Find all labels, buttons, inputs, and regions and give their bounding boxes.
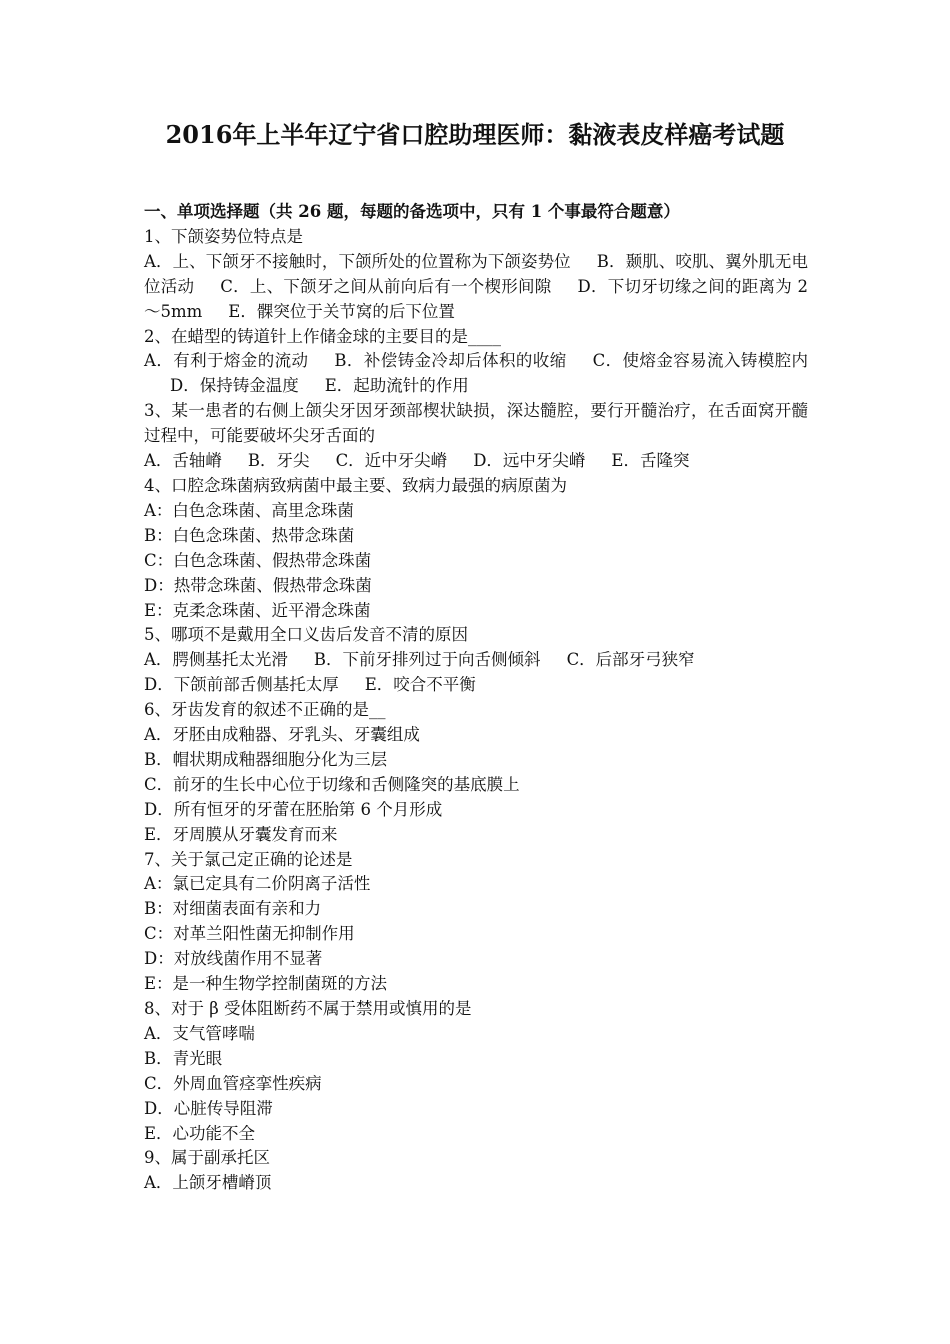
option: C．上、下颌牙之间从前向后有一个楔形间隙: [220, 276, 552, 296]
option: C．使熔金容易流入铸模腔内: [592, 351, 809, 371]
option: D．所有恒牙的牙蕾在胚胎第 6 个月形成: [144, 799, 443, 819]
option: E．心功能不全: [144, 1123, 256, 1143]
option: D：对放线菌作用不显著: [144, 949, 323, 969]
question-stem: 8、对于 β 受体阻断药不属于禁用或慎用的是: [144, 999, 472, 1018]
option: A：白色念珠菌、高里念珠菌: [144, 500, 354, 520]
option: B．补偿铸金冷却后体积的收缩: [334, 351, 567, 371]
option: A．支气管哮喘: [144, 1023, 255, 1043]
question-options: [144, 250, 808, 325]
option: B．下前牙排列过于向舌侧倾斜: [313, 650, 541, 670]
option: D：热带念珠菌、假热带念珠菌: [144, 575, 372, 595]
option: A．腭侧基托太光滑: [144, 650, 288, 670]
page-title: 2016年上半年辽宁省口腔助理医师：黏液表皮样癌考试题: [165, 120, 785, 149]
option: A．有利于熔金的流动: [144, 351, 309, 371]
option: C：对革兰阳性菌无抑制作用: [144, 924, 355, 944]
option: D．心脏传导阻滞: [144, 1098, 273, 1118]
question-stem: 9、属于副承托区: [144, 1148, 270, 1168]
section-heading: 一、单项选择题（共 26 题，每题的备选项中，只有 1 个事最符合题意）: [144, 202, 680, 221]
question-options: [144, 349, 808, 399]
option: C：白色念珠菌、假热带念珠菌: [144, 550, 372, 570]
option: D．远中牙尖嵴: [473, 451, 586, 471]
option: D．下切牙切缘之间的距离为 2～5mm: [144, 276, 808, 321]
option: B．牙尖: [247, 451, 310, 471]
question-list: [144, 200, 808, 1196]
question-stem: 4、口腔念珠菌病致病菌中最主要、致病力最强的病原菌为: [144, 475, 567, 495]
question-stem: 7、关于氯己定正确的论述是: [144, 849, 353, 869]
option: E．起助流针的作用: [324, 376, 469, 396]
option: A．牙胚由成釉器、牙乳头、牙囊组成: [144, 725, 420, 745]
option: C．外周血管痉挛性疾病: [144, 1073, 322, 1093]
option: A．上、下颌牙不接触时，下颌所处的位置称为下颌姿势位: [144, 251, 571, 271]
option: B．帽状期成釉器细胞分化为三层: [144, 749, 388, 769]
option: E．髁突位于关节窝的后下位置: [228, 301, 455, 321]
question-stem: 3、某一患者的右侧上颌尖牙因牙颈部楔状缺损，深达髓腔，要行开髓治疗，在舌面窝开髓过程中，可能要破坏尖牙舌面的: [144, 401, 808, 446]
option: E．牙周膜从牙囊发育而来: [144, 824, 338, 844]
question-stem: 6、牙齿发育的叙述不正确的是__: [144, 700, 386, 720]
option: A．上颌牙槽嵴顶: [144, 1173, 272, 1193]
option: E：是一种生物学控制菌斑的方法: [144, 974, 388, 994]
option: B．颞肌、咬肌、翼外肌无电位活动: [144, 251, 808, 296]
option: E．咬合不平衡: [364, 675, 476, 695]
option: B：白色念珠菌、热带念珠菌: [144, 525, 355, 545]
option: E：克柔念珠菌、近平滑念珠菌: [144, 600, 371, 620]
option: C．近中牙尖嵴: [335, 451, 448, 471]
option: E．舌隆突: [611, 451, 690, 471]
option: D．保持铸金温度: [170, 376, 299, 396]
question-stem: 1、下颌姿势位特点是: [144, 226, 303, 246]
option: B：对细菌表面有亲和力: [144, 899, 322, 919]
question-options: [144, 449, 808, 474]
option: A：氯已定具有二价阴离子活性: [144, 874, 371, 894]
question-options: [144, 648, 808, 673]
option: A．舌轴嵴: [144, 451, 222, 471]
question-stem: 2、在蜡型的铸道针上作储金球的主要目的是____: [144, 326, 501, 346]
question-stem: 5、哪项不是戴用全口义齿后发音不清的原因: [144, 625, 468, 645]
option: D．下颌前部舌侧基托太厚: [144, 675, 339, 695]
question-options: [144, 673, 808, 698]
option: C．前牙的生长中心位于切缘和舌侧隆突的基底膜上: [144, 774, 520, 794]
option: C．后部牙弓狭窄: [566, 650, 695, 670]
option: B．青光眼: [144, 1048, 223, 1068]
